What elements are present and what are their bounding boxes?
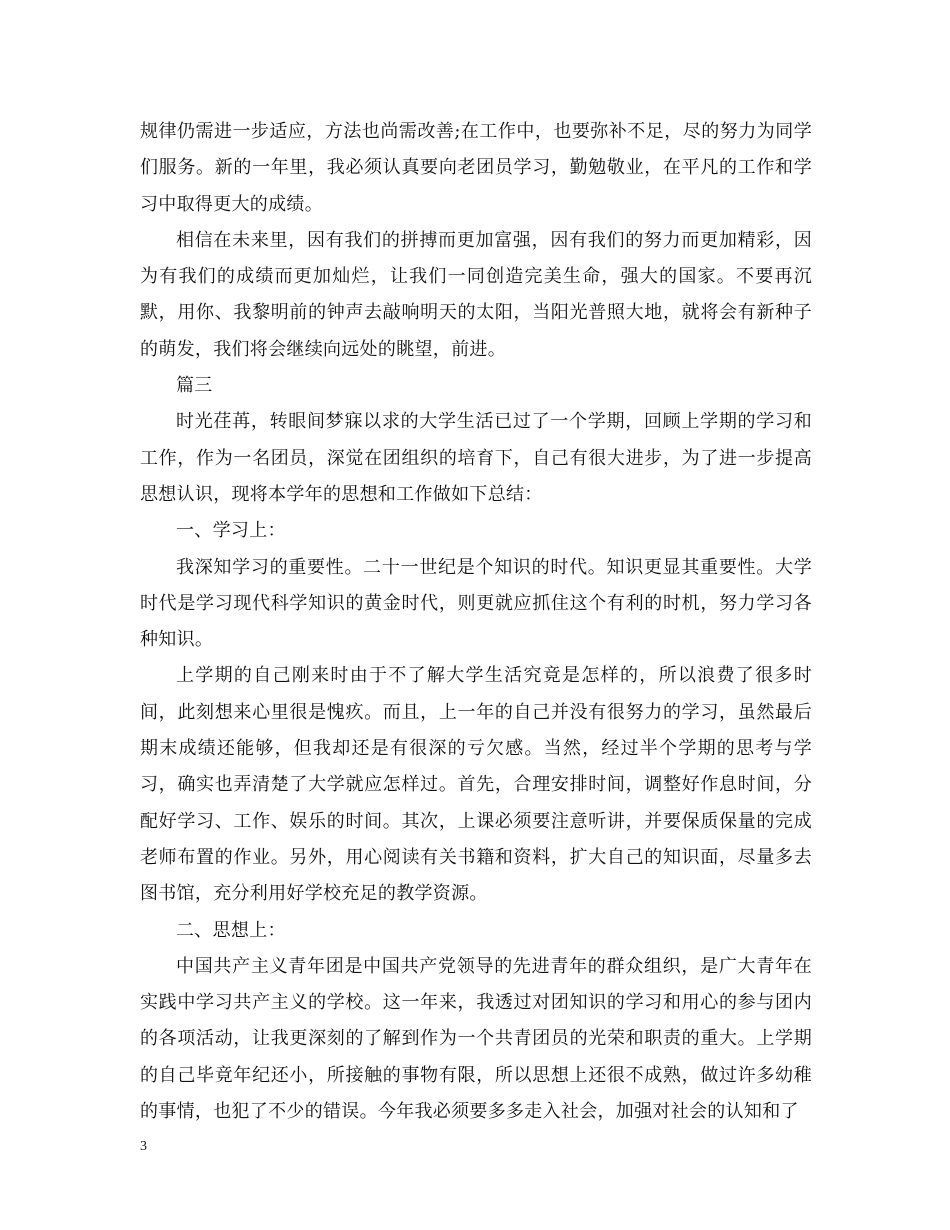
paragraph: 我深知学习的重要性。二十一世纪是个知识的时代。知识更显其重要性。大学时代是学习现代科学知识的黄金时代，则更就应抓住这个有利的时机，努力学习各种知识。 [140,556,812,651]
paragraph: 相信在未来里，因有我们的拼搏而更加富强，因有我们的努力而更加精彩，因为有我们的成绩而更加灿烂，让我们一同创造完美生命，强大的国家。不要再沉默，用你、我黎明前的钟声去敲响明天的太阳，当阳光普照大地，就将会有新种子的萌发，我们将会继续向远处的眺望，前进。 [140,229,812,360]
page-number: 3 [140,1139,147,1154]
paragraph: 上学期的自己刚来时由于不了解大学生活究竟是怎样的，所以浪费了很多时间，此刻想来心里很是愧疚。而且，上一年的自己并没有很努力的学习，虽然最后期末成绩还能够，但我却还是有很深的亏欠感。当然，经过半个学期的思考与学习，确实也弄清楚了大学就应怎样过。首先，合理安排时间，调整好作息时间，分配好学习、工作、娱乐的时间。其次，上课必须要注意听讲，并要保质保量的完成老师布置的作业。另外，用心阅读有关书籍和资料，扩大自己的知识面，尽量多去图书馆，充分利用好学校充足的教学资源。 [140,665,812,905]
paragraph: 规律仍需进一步适应，方法也尚需改善;在工作中，也要弥补不足，尽的努力为同学们服务。新的一年里，我必须认真要向老团员学习，勤勉敬业，在平凡的工作和学习中取得更大的成绩。 [140,121,812,215]
paragraph: 中国共产主义青年团是中国共产党领导的先进青年的群众组织，是广大青年在实践中学习共产主义的学校。这一年来，我透过对团知识的学习和用心的参与团内的各项活动，让我更深刻的了解到作为一个共青团员的光荣和职责的重大。上学期的自己毕竟年纪还小，所接触的事物有限，所以思想上还很不成熟，做过许多幼稚的事情，也犯了不少的错误。今年我必须要多多走入社会，加强对社会的认知和了 [140,955,812,1123]
section-heading: 篇三 [176,375,213,397]
document-body [140,114,812,1130]
section-heading: 一、学习上： [176,520,286,542]
section-heading: 二、思想上： [176,919,286,941]
paragraph: 时光荏苒，转眼间梦寐以求的大学生活已过了一个学期，回顾上学期的学习和工作，作为一名团员，深觉在团组织的培育下，自己有很大进步，为了进一步提高思想认识，现将本学年的思想和工作做如下总结： [140,411,812,505]
